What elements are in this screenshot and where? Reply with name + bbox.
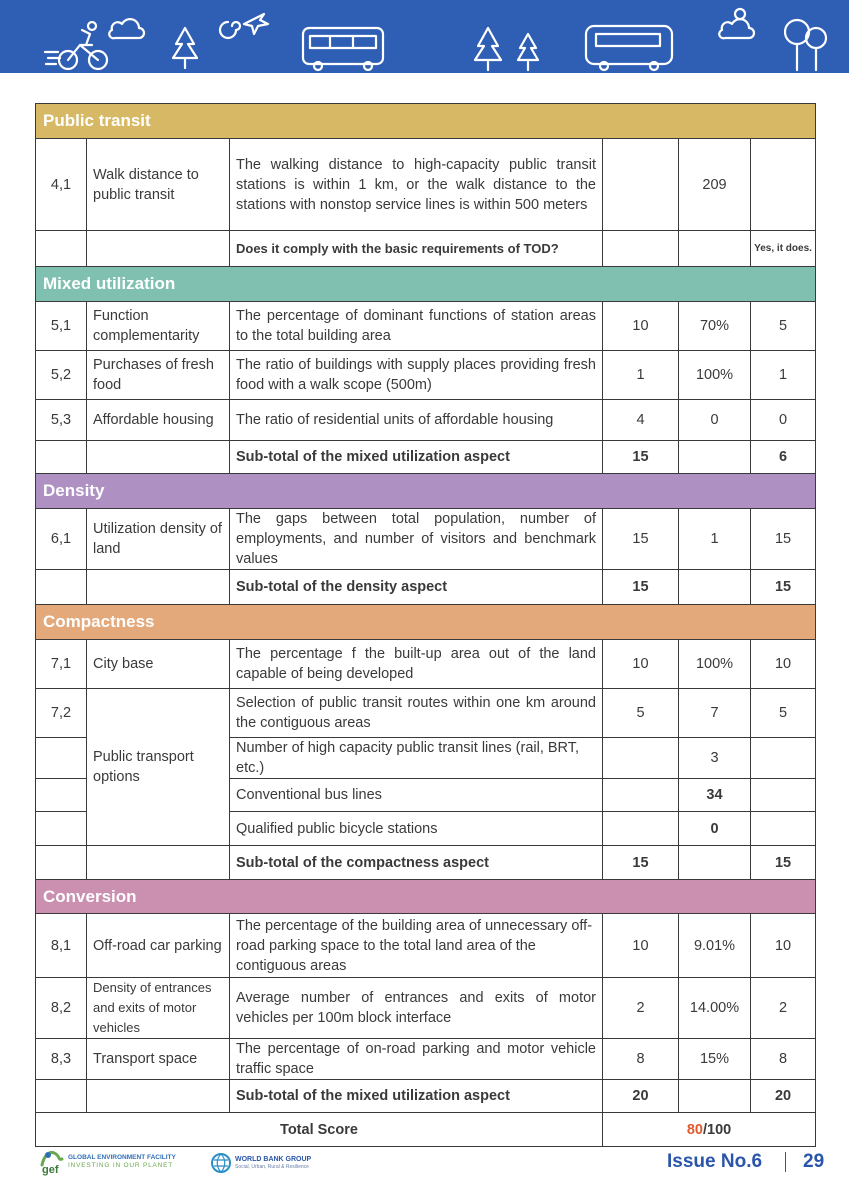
world-bank-logo xyxy=(210,1152,311,1174)
row-number xyxy=(36,231,87,267)
indicator-name xyxy=(87,1080,230,1113)
indicator-description: The walking distance to high-capacity public transit stations is within 1 km, or the walk distance to the stations with nonstop service lines is within 500 meters xyxy=(230,139,603,231)
full-score: 8 xyxy=(603,1039,679,1080)
actual-value: 14.00% xyxy=(679,978,751,1039)
indicator-description: The percentage of the building area of unnecessary off-road parking space to the total land area of the contiguous areas xyxy=(230,914,603,978)
subtotal-score: 15 xyxy=(751,570,816,605)
actual-value: 209 xyxy=(679,139,751,231)
row-number: 8,1 xyxy=(36,914,87,978)
row-number: 7,2 xyxy=(36,689,87,738)
row-number xyxy=(36,738,87,779)
subtotal-score: 15 xyxy=(751,846,816,880)
indicator-name xyxy=(87,570,230,605)
indicator-description: The ratio of buildings with supply places providing fresh food with a walk scope (500m) xyxy=(230,351,603,400)
table-row xyxy=(36,509,816,570)
score: 2 xyxy=(751,978,816,1039)
indicator-description: The ratio of residential units of affordable housing xyxy=(230,400,603,441)
actual-value xyxy=(679,1080,751,1113)
subtotal-row xyxy=(36,441,816,474)
globe-icon xyxy=(210,1152,232,1174)
indicator-name xyxy=(87,231,230,267)
subtotal-full: 15 xyxy=(603,846,679,880)
row-number xyxy=(36,779,87,812)
table-row xyxy=(36,914,816,978)
subtotal-full: 15 xyxy=(603,441,679,474)
cloud-icon xyxy=(109,19,144,38)
score-cell xyxy=(751,139,816,231)
row-number xyxy=(36,812,87,846)
score: 10 xyxy=(751,640,816,689)
section-mixed-utilization xyxy=(36,267,816,302)
indicator-name xyxy=(87,846,230,880)
subtotal-row xyxy=(36,846,816,880)
score-cell xyxy=(751,738,816,779)
actual-value: 3 xyxy=(679,738,751,779)
section-title: Public transit xyxy=(36,104,816,139)
total-row xyxy=(36,1113,816,1147)
section-title: Compactness xyxy=(36,605,816,640)
actual-value: 100% xyxy=(679,640,751,689)
score: 1 xyxy=(751,351,816,400)
actual-value: 100% xyxy=(679,351,751,400)
score: 5 xyxy=(751,689,816,738)
round-trees-icon xyxy=(785,20,826,70)
indicator-name: Function complementarity xyxy=(87,302,230,351)
score: 8 xyxy=(751,1039,816,1080)
section-title: Conversion xyxy=(36,880,816,914)
indicator-description: Conventional bus lines xyxy=(230,779,603,812)
full-score-cell xyxy=(603,139,679,231)
row-number: 7,1 xyxy=(36,640,87,689)
score: 0 xyxy=(751,400,816,441)
table-row xyxy=(36,640,816,689)
section-title: Density xyxy=(36,474,816,509)
section-conversion xyxy=(36,880,816,914)
table-row xyxy=(36,400,816,441)
gef-tagline: INVESTING IN OUR PLANET xyxy=(68,1162,174,1169)
actual-value xyxy=(679,846,751,880)
indicator-description: The gaps between total population, number of employments, and number of visitors and benchmark values xyxy=(230,509,603,570)
tod-question: Does it comply with the basic requirements of TOD? xyxy=(230,231,603,267)
indicator-description: Average number of entrances and exits of motor vehicles per 100m block interface xyxy=(230,978,603,1039)
section-density xyxy=(36,474,816,509)
row-number: 5,3 xyxy=(36,400,87,441)
subtotal-full: 15 xyxy=(603,570,679,605)
score: 5 xyxy=(751,302,816,351)
row-number: 8,2 xyxy=(36,978,87,1039)
row-number: 4,1 xyxy=(36,139,87,231)
footer-divider xyxy=(785,1152,786,1172)
full-score: 2 xyxy=(603,978,679,1039)
subtotal-label: Sub-total of the compactness aspect xyxy=(230,846,603,880)
actual-value: 34 xyxy=(679,779,751,812)
subtotal-label: Sub-total of the mixed utilization aspect xyxy=(230,441,603,474)
subtotal-score: 6 xyxy=(751,441,816,474)
subtotal-label: Sub-total of the density aspect xyxy=(230,570,603,605)
sun-cloud-icon xyxy=(719,9,754,38)
indicator-name: Density of entrances and exits of motor vehicles xyxy=(87,978,230,1039)
actual-value: 7 xyxy=(679,689,751,738)
full-score-cell xyxy=(603,231,679,267)
full-score-cell xyxy=(603,812,679,846)
score-cell xyxy=(751,812,816,846)
actual-value: 1 xyxy=(679,509,751,570)
full-score: 10 xyxy=(603,640,679,689)
full-score-cell xyxy=(603,779,679,812)
subtotal-row xyxy=(36,1080,816,1113)
indicator-description: Number of high capacity public transit lines (rail, BRT, etc.) xyxy=(230,738,603,779)
world-bank-name: WORLD BANK GROUP xyxy=(235,1156,312,1163)
table-row xyxy=(36,231,816,267)
score: 10 xyxy=(751,914,816,978)
actual-value xyxy=(679,231,751,267)
full-score: 15 xyxy=(603,509,679,570)
total-score-max: /100 xyxy=(702,1121,732,1138)
indicator-name xyxy=(87,441,230,474)
total-score-label: Total Score xyxy=(36,1113,603,1147)
indicator-name: Utilization density of land xyxy=(87,509,230,570)
actual-value: 0 xyxy=(679,400,751,441)
row-number: 8,3 xyxy=(36,1039,87,1080)
indicator-name: Off-road car parking xyxy=(87,914,230,978)
table-row xyxy=(36,302,816,351)
tod-answer: Yes, it does. xyxy=(751,231,816,267)
indicator-description: The percentage of on-road parking and motor vehicle traffic space xyxy=(230,1039,603,1080)
gef-name: GLOBAL ENVIRONMENT FACILITY xyxy=(68,1154,176,1161)
cyclist-icon xyxy=(45,22,107,69)
bus-icon xyxy=(303,28,383,70)
world-bank-subtitle: Social, Urban, Rural & Resilience xyxy=(235,1164,309,1170)
table-row xyxy=(36,978,816,1039)
full-score: 4 xyxy=(603,400,679,441)
section-public-transit xyxy=(36,104,816,139)
actual-value xyxy=(679,441,751,474)
row-number xyxy=(36,570,87,605)
indicator-description: Qualified public bicycle stations xyxy=(230,812,603,846)
indicator-name: Purchases of fresh food xyxy=(87,351,230,400)
row-number: 5,2 xyxy=(36,351,87,400)
score-cell xyxy=(751,779,816,812)
subtotal-score: 20 xyxy=(751,1080,816,1113)
row-number xyxy=(36,1080,87,1113)
actual-value: 0 xyxy=(679,812,751,846)
score: 15 xyxy=(751,509,816,570)
row-number xyxy=(36,846,87,880)
actual-value xyxy=(679,570,751,605)
indicator-description: The percentage f the built-up area out of the land capable of being developed xyxy=(230,640,603,689)
gef-emblem-icon xyxy=(40,1149,64,1179)
subtotal-label: Sub-total of the mixed utilization aspect xyxy=(230,1080,603,1113)
indicator-name: Walk distance to public transit xyxy=(87,139,230,231)
subtotal-full: 20 xyxy=(603,1080,679,1113)
row-number xyxy=(36,441,87,474)
total-score: 80 xyxy=(686,1121,703,1138)
gef-mark: gef xyxy=(42,1164,59,1176)
actual-value: 9.01% xyxy=(679,914,751,978)
full-score: 10 xyxy=(603,302,679,351)
issue-label: Issue No.6 xyxy=(667,1151,763,1172)
total-score-value xyxy=(603,1113,816,1147)
subtotal-row xyxy=(36,570,816,605)
actual-value: 15% xyxy=(679,1039,751,1080)
trees-icon xyxy=(475,28,538,70)
coach-bus-icon xyxy=(586,26,672,70)
tod-score-table xyxy=(35,103,816,1147)
table-row xyxy=(36,1039,816,1080)
full-score: 10 xyxy=(603,914,679,978)
indicator-name: Transport space xyxy=(87,1039,230,1080)
actual-value: 70% xyxy=(679,302,751,351)
indicator-description: The percentage of dominant functions of station areas to the total building area xyxy=(230,302,603,351)
table-row xyxy=(36,689,816,738)
indicator-name: Affordable housing xyxy=(87,400,230,441)
row-number: 6,1 xyxy=(36,509,87,570)
section-compactness xyxy=(36,605,816,640)
full-score-cell xyxy=(603,738,679,779)
tree-icon xyxy=(173,28,197,68)
indicator-name: Public transport options xyxy=(87,689,230,846)
row-number: 5,1 xyxy=(36,302,87,351)
full-score: 1 xyxy=(603,351,679,400)
airplane-icon xyxy=(220,14,268,38)
table-row xyxy=(36,351,816,400)
gef-logo xyxy=(40,1149,176,1179)
page-number: 29 xyxy=(803,1151,825,1172)
header-banner xyxy=(0,0,849,73)
indicator-description: Selection of public transit routes within one km around the contiguous areas xyxy=(230,689,603,738)
table-row xyxy=(36,139,816,231)
full-score: 5 xyxy=(603,689,679,738)
section-title: Mixed utilization xyxy=(36,267,816,302)
indicator-name: City base xyxy=(87,640,230,689)
